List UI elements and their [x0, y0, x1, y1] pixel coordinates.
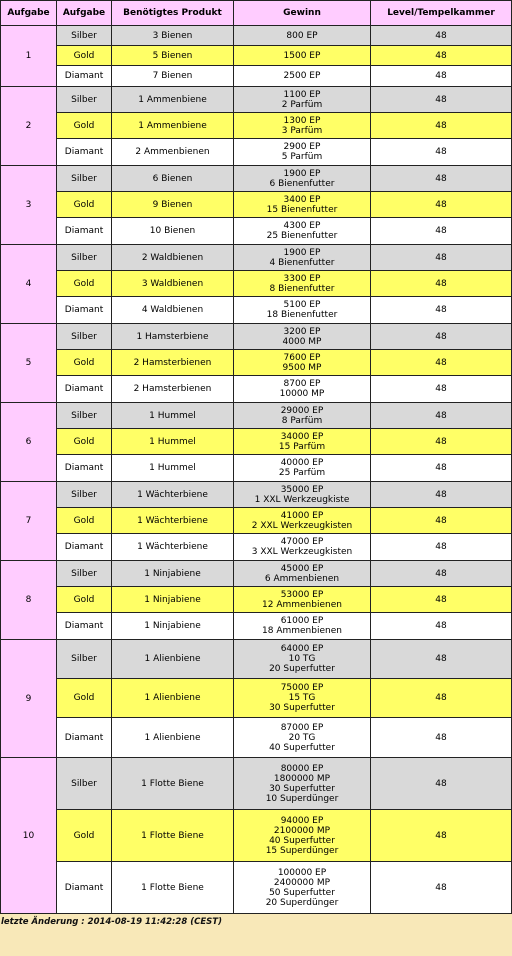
product-cell: 1 Ammenbiene	[112, 113, 234, 139]
reward-line: 4000 MP	[282, 336, 322, 347]
table-row	[1, 640, 512, 679]
product-cell: 4 Waldbienen	[112, 297, 234, 324]
task-number-cell: 10	[1, 758, 57, 914]
reward-line: 7600 EP	[283, 352, 321, 363]
reward-line: 4 Bienenfutter	[269, 257, 335, 268]
reward-line: 64000 EP	[280, 644, 324, 654]
reward-line: 9500 MP	[282, 362, 322, 373]
table-row	[1, 245, 512, 271]
reward-cell	[234, 482, 371, 508]
tier-cell: Silber	[57, 403, 112, 429]
reward-line: 40 Superfutter	[269, 835, 335, 846]
reward-line: 8700 EP	[283, 379, 321, 389]
task-number-cell: 5	[1, 324, 57, 403]
level-cell: 48	[371, 271, 512, 297]
reward-line: 40000 EP	[280, 458, 324, 468]
table-row	[1, 376, 512, 403]
reward-line: 30 Superfutter	[269, 703, 335, 713]
reward-line: 3400 EP	[283, 194, 321, 205]
reward-line: 45000 EP	[280, 563, 324, 574]
reward-line: 20 TG	[288, 732, 316, 743]
product-cell: 1 Wächterbiene	[112, 508, 234, 534]
header-row	[1, 1, 512, 26]
level-cell: 48	[371, 718, 512, 758]
tier-cell: Diamant	[57, 862, 112, 914]
tier-cell: Silber	[57, 640, 112, 679]
reward-cell	[234, 403, 371, 429]
table-row	[1, 587, 512, 613]
reward-line: 15 Superdünger	[265, 845, 339, 856]
tier-cell: Gold	[57, 46, 112, 66]
reward-line: 8 Parfüm	[281, 415, 323, 426]
reward-cell	[234, 718, 371, 758]
table-row	[1, 455, 512, 482]
reward-line: 6 Ammenbienen	[264, 573, 340, 584]
product-cell: 1 Flotte Biene	[112, 862, 234, 914]
reward-cell	[234, 139, 371, 166]
product-cell: 2 Ammenbienen	[112, 139, 234, 166]
reward-line: 15 Parfüm	[278, 441, 326, 452]
reward-line: 4300 EP	[283, 221, 321, 231]
tier-cell: Silber	[57, 324, 112, 350]
tier-cell: Diamant	[57, 218, 112, 245]
reward-cell	[234, 679, 371, 718]
level-cell: 48	[371, 350, 512, 376]
reward-cell	[234, 66, 371, 87]
reward-cell	[234, 192, 371, 218]
reward-cell	[234, 271, 371, 297]
reward-cell	[234, 758, 371, 810]
table-row	[1, 297, 512, 324]
tier-cell: Diamant	[57, 66, 112, 87]
header-reward: Gewinn	[234, 1, 371, 26]
reward-line: 10 Superdünger	[265, 793, 339, 804]
tier-cell: Diamant	[57, 613, 112, 640]
reward-line: 25 Parfüm	[278, 468, 326, 478]
reward-cell	[234, 297, 371, 324]
table-row	[1, 271, 512, 297]
reward-cell	[234, 324, 371, 350]
reward-line: 8 Bienenfutter	[269, 283, 335, 294]
table-row	[1, 482, 512, 508]
tier-cell: Silber	[57, 561, 112, 587]
header-level: Level/Tempelkammer	[371, 1, 512, 26]
tier-cell: Gold	[57, 508, 112, 534]
level-cell: 48	[371, 113, 512, 139]
product-cell: 1 Hummel	[112, 429, 234, 455]
level-cell: 48	[371, 455, 512, 482]
tier-cell: Diamant	[57, 534, 112, 561]
reward-line: 3 XXL Werkzeugkisten	[251, 547, 353, 557]
level-cell: 48	[371, 679, 512, 718]
product-cell: 2 Hamsterbienen	[112, 376, 234, 403]
tier-cell: Silber	[57, 245, 112, 271]
tier-cell: Silber	[57, 87, 112, 113]
tier-cell: Silber	[57, 166, 112, 192]
level-cell: 48	[371, 324, 512, 350]
reward-line: 10 TG	[288, 654, 316, 664]
reward-line: 94000 EP	[280, 815, 324, 826]
reward-line: 25 Bienenfutter	[266, 231, 338, 241]
table-row	[1, 403, 512, 429]
table-row	[1, 679, 512, 718]
tier-cell: Diamant	[57, 139, 112, 166]
reward-line: 2100000 MP	[273, 825, 331, 836]
table-row	[1, 324, 512, 350]
reward-line: 53000 EP	[280, 589, 324, 600]
reward-line: 3300 EP	[283, 273, 321, 284]
task-number-cell: 2	[1, 87, 57, 166]
level-cell: 48	[371, 66, 512, 87]
product-cell: 1 Alienbiene	[112, 640, 234, 679]
reward-line: 18 Ammenbienen	[262, 626, 342, 636]
reward-line: 5100 EP	[283, 300, 321, 310]
product-cell: 1 Alienbiene	[112, 718, 234, 758]
tier-cell: Diamant	[57, 455, 112, 482]
product-cell: 7 Bienen	[112, 66, 234, 87]
tier-cell: Diamant	[57, 297, 112, 324]
product-cell: 3 Waldbienen	[112, 271, 234, 297]
reward-line: 15 Bienenfutter	[266, 204, 338, 215]
level-cell: 48	[371, 139, 512, 166]
reward-line: 15 TG	[288, 693, 316, 703]
reward-line: 87000 EP	[280, 722, 324, 733]
table-row	[1, 613, 512, 640]
reward-line: 61000 EP	[280, 616, 324, 626]
reward-line: 2 XXL Werkzeugkisten	[251, 520, 353, 531]
product-cell: 1 Flotte Biene	[112, 810, 234, 862]
level-cell: 48	[371, 26, 512, 46]
task-number-cell: 8	[1, 561, 57, 640]
level-cell: 48	[371, 534, 512, 561]
product-cell: 1 Ammenbiene	[112, 87, 234, 113]
table-row	[1, 46, 512, 66]
level-cell: 48	[371, 245, 512, 271]
reward-cell	[234, 166, 371, 192]
level-cell: 48	[371, 810, 512, 862]
task-number-cell: 4	[1, 245, 57, 324]
reward-cell	[234, 534, 371, 561]
level-cell: 48	[371, 166, 512, 192]
product-cell: 1 Wächterbiene	[112, 482, 234, 508]
reward-cell	[234, 376, 371, 403]
table-row	[1, 139, 512, 166]
product-cell: 1 Hummel	[112, 455, 234, 482]
reward-line: 50 Superfutter	[269, 887, 335, 898]
last-modified-footer: letzte Änderung : 2014-08-19 11:42:28 (CEST)	[1, 917, 222, 927]
table-row	[1, 534, 512, 561]
product-cell: 2 Hamsterbienen	[112, 350, 234, 376]
reward-cell	[234, 862, 371, 914]
table-row	[1, 429, 512, 455]
reward-line: 30 Superfutter	[269, 783, 335, 794]
level-cell: 48	[371, 613, 512, 640]
reward-cell	[234, 810, 371, 862]
tier-cell: Gold	[57, 679, 112, 718]
reward-line: 2400000 MP	[273, 877, 331, 888]
level-cell: 48	[371, 862, 512, 914]
level-cell: 48	[371, 376, 512, 403]
reward-line: 1 XXL Werkzeugkiste	[254, 494, 350, 505]
reward-line: 12 Ammenbienen	[262, 599, 342, 610]
task-number-cell: 3	[1, 166, 57, 245]
product-cell: 10 Bienen	[112, 218, 234, 245]
reward-line: 800 EP	[286, 30, 318, 41]
table-row	[1, 166, 512, 192]
level-cell: 48	[371, 218, 512, 245]
reward-line: 75000 EP	[280, 683, 324, 693]
task-number-cell: 9	[1, 640, 57, 758]
reward-line: 20 Superdünger	[265, 897, 339, 908]
tier-cell: Silber	[57, 482, 112, 508]
reward-cell	[234, 587, 371, 613]
reward-cell	[234, 561, 371, 587]
reward-line: 1900 EP	[283, 168, 321, 179]
product-cell: 1 Wächterbiene	[112, 534, 234, 561]
reward-line: 18 Bienenfutter	[266, 310, 338, 320]
table-row	[1, 113, 512, 139]
reward-line: 41000 EP	[280, 510, 324, 521]
level-cell: 48	[371, 87, 512, 113]
level-cell: 48	[371, 46, 512, 66]
product-cell: 6 Bienen	[112, 166, 234, 192]
reward-line: 35000 EP	[280, 484, 324, 495]
product-cell: 1 Alienbiene	[112, 679, 234, 718]
header-aufgabe-tier: Aufgabe	[57, 1, 112, 26]
level-cell: 48	[371, 192, 512, 218]
reward-cell	[234, 350, 371, 376]
tier-cell: Gold	[57, 350, 112, 376]
task-number-cell: 7	[1, 482, 57, 561]
tier-cell: Silber	[57, 758, 112, 810]
reward-cell	[234, 46, 371, 66]
level-cell: 48	[371, 640, 512, 679]
header-product: Benötigtes Produkt	[112, 1, 234, 26]
reward-line: 1100 EP	[283, 89, 321, 100]
level-cell: 48	[371, 758, 512, 810]
reward-line: 1900 EP	[283, 247, 321, 258]
table-row	[1, 87, 512, 113]
tier-cell: Gold	[57, 587, 112, 613]
product-cell: 2 Waldbienen	[112, 245, 234, 271]
reward-cell	[234, 113, 371, 139]
table-row	[1, 758, 512, 810]
reward-line: 20 Superfutter	[269, 664, 335, 674]
reward-line: 5 Parfüm	[281, 152, 323, 162]
table-row	[1, 192, 512, 218]
reward-line: 2 Parfüm	[281, 99, 323, 110]
reward-line: 10000 MP	[279, 389, 325, 399]
reward-line: 40 Superfutter	[269, 742, 335, 753]
level-cell: 48	[371, 429, 512, 455]
tier-cell: Gold	[57, 810, 112, 862]
reward-line: 3200 EP	[283, 326, 321, 337]
table-row	[1, 26, 512, 46]
product-cell: 5 Bienen	[112, 46, 234, 66]
level-cell: 48	[371, 561, 512, 587]
reward-cell	[234, 508, 371, 534]
reward-line: 1500 EP	[283, 50, 321, 61]
task-number-cell: 6	[1, 403, 57, 482]
product-cell: 1 Ninjabiene	[112, 587, 234, 613]
reward-cell	[234, 218, 371, 245]
table-body	[1, 26, 512, 914]
product-cell: 1 Hummel	[112, 403, 234, 429]
reward-line: 2500 EP	[283, 71, 321, 81]
level-cell: 48	[371, 587, 512, 613]
reward-cell	[234, 87, 371, 113]
tier-cell: Gold	[57, 271, 112, 297]
reward-cell	[234, 26, 371, 46]
tier-cell: Gold	[57, 113, 112, 139]
table-row	[1, 66, 512, 87]
reward-cell	[234, 245, 371, 271]
tier-cell: Gold	[57, 429, 112, 455]
product-cell: 1 Hamsterbiene	[112, 324, 234, 350]
reward-cell	[234, 613, 371, 640]
task-number-cell: 1	[1, 26, 57, 87]
reward-line: 2900 EP	[283, 142, 321, 152]
product-cell: 1 Flotte Biene	[112, 758, 234, 810]
reward-cell	[234, 640, 371, 679]
product-cell: 9 Bienen	[112, 192, 234, 218]
table-row	[1, 350, 512, 376]
header-aufgabe-number: Aufgabe	[1, 1, 57, 26]
table-row	[1, 718, 512, 758]
reward-line: 6 Bienenfutter	[269, 178, 335, 189]
product-cell: 3 Bienen	[112, 26, 234, 46]
reward-cell	[234, 429, 371, 455]
table-row	[1, 508, 512, 534]
product-cell: 1 Ninjabiene	[112, 613, 234, 640]
level-cell: 48	[371, 508, 512, 534]
table-row	[1, 862, 512, 914]
level-cell: 48	[371, 482, 512, 508]
reward-line: 47000 EP	[280, 537, 324, 547]
tier-cell: Silber	[57, 26, 112, 46]
reward-line: 1300 EP	[283, 115, 321, 126]
table-row	[1, 561, 512, 587]
tier-cell: Diamant	[57, 376, 112, 403]
reward-line: 29000 EP	[280, 405, 324, 416]
reward-line: 3 Parfüm	[281, 125, 323, 136]
tier-cell: Diamant	[57, 718, 112, 758]
reward-line: 80000 EP	[280, 763, 324, 774]
tier-cell: Gold	[57, 192, 112, 218]
table-row	[1, 810, 512, 862]
table-row	[1, 218, 512, 245]
level-cell: 48	[371, 297, 512, 324]
reward-line: 34000 EP	[280, 431, 324, 442]
reward-cell	[234, 455, 371, 482]
product-cell: 1 Ninjabiene	[112, 561, 234, 587]
level-cell: 48	[371, 403, 512, 429]
reward-line: 100000 EP	[277, 867, 327, 878]
reward-line: 1800000 MP	[273, 773, 331, 784]
